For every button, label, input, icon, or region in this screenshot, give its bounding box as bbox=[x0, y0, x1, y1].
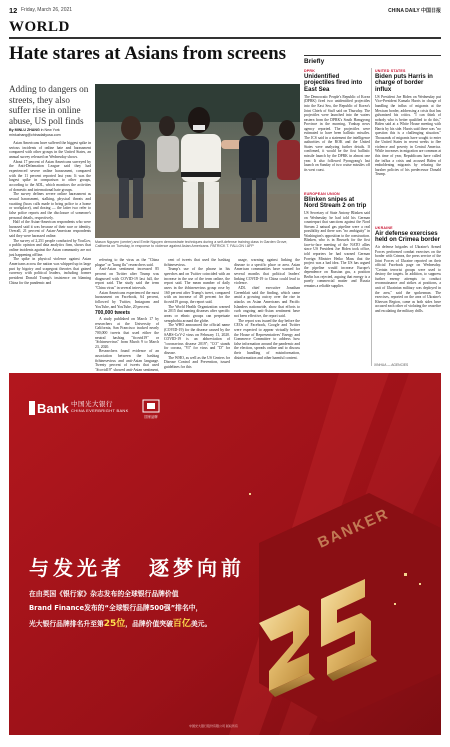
page-header bbox=[9, 6, 441, 18]
issue-date: Friday, March 26, 2021 bbox=[21, 7, 73, 13]
brief-headline: Unidentified projectiles fired into East Sea bbox=[304, 72, 363, 94]
ad-line-3-prefix: 光大银行品牌排名升至第 bbox=[29, 620, 104, 628]
brief-item-ukraine bbox=[375, 226, 441, 362]
photo-caption: Mason Nguyen (center) and Emile Nguyen demonstrate techniques during a self-defense training class in Garden Grove, California on Tuesday, in response to violence against Asian Americans. PATRICK T. FALLON / AFP bbox=[95, 240, 288, 249]
byline-name: By MINLU ZHANG bbox=[9, 128, 40, 132]
paragraph: The WHO announced the official name (COVID-19) for the disease caused by the SARS-CoV-2 virus on February 11, 2020. COVID-19 is an abbreviation of "coronavirus disease 2019"; "CO" stands for corona, "VI" for virus and "D" for disease. bbox=[164, 323, 230, 356]
brief-body: The Democratic People's Republic of Korea (DPRK) fired two unidentified projectiles into the East Sea, the Republic of Korea's Joint Chiefs of Staff said on Thursday. The projectiles were launched into the waters eastern from the DPRK's South Hamgyong Province in the morning, Yonhap news agency reported. The projectiles were estimated to have been ballistic missiles. The JCS said in a statement the intelligence authorities of the ROK and the United States were analyzing further details. If confirmed, it would be the first ballistic missile launch by the DPRK in almost one year. It also followed Pyongyang's last launch on Sunday of two cruise missiles off its west coast. bbox=[304, 94, 370, 172]
ad-line-3 bbox=[29, 616, 212, 629]
brief-headline: Blinken snipes at Nord Stream 2 on trip bbox=[304, 195, 367, 210]
article-headline: Hate stares at Asians from screens bbox=[9, 43, 287, 64]
briefly-rule bbox=[304, 55, 441, 56]
paragraph: ADL chief executive Jonathan Greenblatt said the finding, which came amid a growing outcry over the rise in attacks on Asian Americans and Pacific Islanders nationwide, show that efforts to curb ongoing anti-Asian sentiment have not been effective, the report said. bbox=[234, 285, 300, 318]
article-column-3 bbox=[164, 258, 230, 370]
ad-line-3-mid: ，品牌价值突破 bbox=[125, 620, 173, 628]
article-column-2 bbox=[95, 258, 159, 373]
byline-location: in New York bbox=[40, 128, 60, 132]
national-brand-emblem-icon bbox=[142, 399, 160, 413]
paragraph: About 17 percent of Asian Americans surveyed by the Anti-Defamation League said they had experienced severe online harassment, compared with the 11 percent reported last year. It was the largest spike in comparison to other groups, according to the ADL, which monitors the activities of domestic and international hate groups. bbox=[9, 159, 91, 192]
brief-tag: UNITED STATES bbox=[375, 69, 406, 73]
article-deck: Adding to dangers on streets, they also suffer rise in online abuse, US poll finds bbox=[9, 84, 89, 126]
paragraph: Trump's use of the phrase in his speeches and on Twitter coincided with an increase in the use of the term online, the report said. The mean number of daily users in the #chinesevirus group rose by 160 percent after Trump's tweet, compared with an increase of 48 percent for the #covid19 group, the report said. bbox=[164, 267, 230, 304]
briefly-column-divider bbox=[371, 68, 372, 366]
article-byline bbox=[9, 128, 91, 137]
subheading: 700,000 tweets bbox=[95, 310, 131, 317]
paragraph: The survey of 2,251 people conducted by YouGov, a public opinion and data analytics firm, shows that online incidents against the Asian community are not just happening offline. bbox=[9, 238, 91, 257]
brief-tag: EUROPEAN UNION bbox=[304, 192, 340, 196]
brief-headline: Air defense exercises held on Crimea border bbox=[375, 229, 441, 244]
paragraph: usage, warning against linking the disease to a specific place or area. Asian American communities have warned for several months that political leaders' linking COVID-19 to China could lead to violence. bbox=[234, 258, 300, 286]
briefly-title: Briefly bbox=[304, 58, 325, 65]
ad-line-1: 在由英国《银行家》杂志发布的全球银行品牌价值 bbox=[29, 590, 179, 598]
bank-advertisement bbox=[9, 373, 441, 735]
ad-banker-word: BANKER bbox=[315, 505, 392, 552]
paragraph: Asian Americans experienced the most harassment on Facebook, 64 percent, followed by Twitter, Instagram and YouTube, and YouTube, 20 percent. bbox=[95, 290, 159, 309]
paragraph: Researchers found evidence of an association between the hashtag #chinesevirus and anti-Asian language. Twenty percent of tweets that used "#covid19" showed anti-Asian sentiment, bbox=[95, 349, 159, 373]
paragraph: referring to the virus as the "China plague" or "kung flu" researchers said. bbox=[95, 258, 159, 267]
brief-body: Air defense brigades of Ukraine's Armed Forces performed combat exercises on the border with Crimea, the press service of the Joint Forces of Ukraine reported on their official Facebook page on Wednesday. "Certain terrorist groups were used to destroy the targets. In addition, to suppress further enemy attempts to conduct reconnaissance and strikes at positions, a unit of Ukrainian military was deployed in the area," said the spokesman. The exercises, reported on the area of Ukraine's Kherson Region, came as both sides have accused each other of violating the ceasefire and escalating the military drills. bbox=[375, 245, 441, 313]
ad-copyright: 中国光大银行股份有限公司 版权所有 bbox=[189, 724, 238, 728]
ad-slogan: 与发光者 逐梦向前 bbox=[29, 556, 245, 580]
paragraph: cent of tweets that used the hashtag #chinesevirus. bbox=[164, 258, 230, 267]
brief-body: US Secretary of State Antony Blinken said on Wednesday he had told his German counterpart that sanctions against the Nord Stream 2 natural gas pipeline were a real possibility and there was "no ambiguity" in Washington's opposition to the construction. Blinken, who is in Brussels for the first face-to-face meeting of the NATO allies since US President Joe Biden took office, told reporters he had warned German Foreign Minister Heiko Maas that the project was a bad idea. The US has argued the pipeline would increase Europe's dependence on Russian gas, a position Berlin has rejected, arguing that energy is a purely commercial matter and Russia remains a reliable supplier. bbox=[304, 211, 370, 288]
section-rule bbox=[9, 37, 441, 39]
brief-headline: Biden puts Harris in charge of border influx bbox=[375, 72, 433, 94]
page-number: 12 bbox=[9, 6, 18, 15]
article-column-1 bbox=[9, 141, 91, 366]
paragraph: Anti-Asian sentiment increased 85 percent on Twitter after Trump was diagnosed with COVID-19 last fall, the report said. The study said the term "China virus" in several intervals. bbox=[95, 267, 159, 290]
self-defense-class-photo bbox=[95, 84, 300, 238]
ad-brand-chinese: 中国光大银行 bbox=[71, 400, 113, 408]
paragraph: The WHO, as well as the US Centers for Disease Control and Prevention, issued guidelines for this bbox=[164, 355, 230, 370]
ad-line-3-suffix: 美元。 bbox=[190, 620, 212, 628]
ad-brand-english: CHINA EVERBRIGHT BANK bbox=[71, 408, 129, 413]
paragraph: The spike in physical violence against Asian Americans across the nation was whipped up in large part by bigotry and scapegoat theories that gained currency with political leaders, including former president Donald Trump's insistence on blaming China for the pandemic and bbox=[9, 257, 91, 285]
section-title: WORLD bbox=[9, 19, 70, 35]
article-photo bbox=[95, 84, 300, 238]
paragraph: The report was issued the day before the CEOs of Facebook, Google and Twitter were expected to appear virtually before the House of Representatives' Energy and Commerce Committee to address how false information around the pandemic and the election, spreads online and to discuss their handling of misinformation, disinformation and other harmful content. bbox=[234, 318, 300, 360]
paragraph: The World Health Organization warned in 2015 that naming diseases after specific areas or ethnic groups can perpetuate xenophobia around the globe. bbox=[164, 304, 230, 323]
ad-brand-name: Bank bbox=[37, 401, 69, 416]
national-brand-label: 国家品牌 bbox=[144, 415, 158, 419]
paragraph: Asian Americans have suffered the biggest spike in serious incidents of online hate and harassment compared with other groups in the United States, an annual survey released on Wednesday shows. bbox=[9, 141, 91, 159]
byline-email: minluzhang@chinadailyusa.com bbox=[9, 132, 61, 137]
paragraph: Half of the Asian-American respondents who were harassed said it was because of their race or identity. Overall, 21 percent of Asian-American respondents said they were harassed online. bbox=[9, 220, 91, 239]
brief-item-us bbox=[375, 69, 441, 221]
brief-credit: XINHUA — AGENCIES bbox=[374, 363, 409, 367]
article-column-4 bbox=[234, 258, 300, 366]
paper-name: CHINA DAILY 中国日报 bbox=[388, 8, 441, 14]
ad-rank-highlight: 25位 bbox=[103, 619, 126, 629]
brief-tag: DPRK bbox=[304, 69, 315, 73]
paragraph: The survey defines severe online harassment as sexual harassment, stalking, physical threats and swatting (hoax calls made to bring police to a home or workplace), and doxing — the latter two refer to false police reports and the disclosure of someone's personal details, respectively. bbox=[9, 192, 91, 220]
brief-item-eu bbox=[304, 192, 370, 366]
paragraph: A study published on March 17 by researchers at the University of California, San Francisco tracked nearly 700,000 tweets that used either the neutral hashtag "#covid19" or "#chinesevirus" from March 9 to March 23, 2020. bbox=[95, 316, 159, 349]
ad-line-2: Brand Finance发布的“全球银行品牌500强”排名中， bbox=[29, 604, 203, 612]
brief-item-dprk bbox=[304, 69, 370, 187]
brief-body: US President Joe Biden on Wednesday put Vice-President Kamala Harris in charge of handling the influx of migrants at the Mexican border, addressing a crisis that has galvanized his critics. "I can think of nobody who is better qualified to do this," Biden said at a White House meeting with Harris by his side. Harris said there was "no question this is a challenging situation." Thousands of migrants have sought to enter the United States in recent weeks to flee violence and poverty in Central America. While increases in migration are common at this time of year, Republicans have called the influx a crisis and accused Biden of emboldening migrants by relaxing the harsher policies of his predecessor Donald Trump. bbox=[375, 94, 441, 177]
brief-tag: UKRAINE bbox=[375, 226, 393, 230]
ad-value-highlight: 百亿 bbox=[172, 619, 191, 629]
